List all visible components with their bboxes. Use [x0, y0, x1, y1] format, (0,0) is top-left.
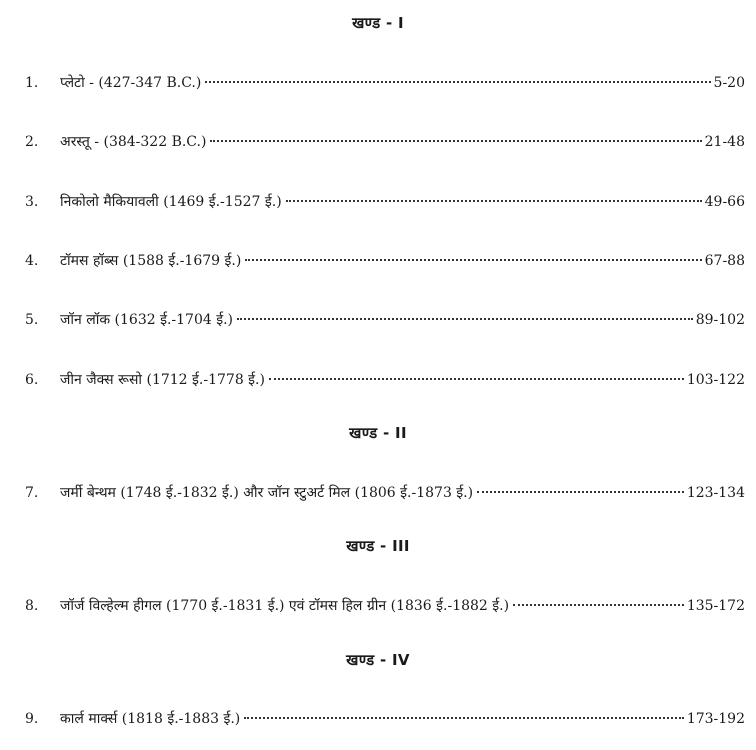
entry-pages: 67-88	[704, 253, 745, 269]
toc-entry	[25, 595, 745, 617]
dot-leader	[237, 316, 693, 320]
entry-number: 3.	[25, 194, 39, 210]
entry-number: 7.	[25, 485, 39, 501]
entry-number: 4.	[25, 253, 39, 269]
entry-number: 1.	[25, 75, 39, 91]
entry-pages: 5-20	[713, 75, 745, 91]
entry-title: अरस्तू - (384-322 B.C.)	[60, 134, 207, 150]
dot-leader	[513, 602, 684, 606]
toc-entry	[25, 250, 745, 272]
entry-number: 8.	[25, 598, 39, 614]
entry-number: 2.	[25, 134, 39, 150]
toc-entry	[25, 482, 745, 504]
section-heading-4: खण्ड - IV	[346, 651, 410, 669]
entry-pages: 49-66	[704, 194, 745, 210]
toc-entry	[25, 369, 745, 391]
entry-pages: 89-102	[695, 312, 745, 328]
entry-pages: 21-48	[704, 134, 745, 150]
section-heading-1: खण्ड - I	[352, 14, 404, 32]
dot-leader	[477, 489, 684, 493]
entry-number: 9.	[25, 711, 39, 727]
entry-number: 6.	[25, 372, 39, 388]
entry-title: जॉर्ज विल्हेल्म हीगल (1770 ई.-1831 ई.) एवं टॉमस हिल ग्रीन (1836 ई.-1882 ई.)	[60, 598, 510, 614]
toc-entry	[25, 191, 745, 213]
dot-leader	[286, 198, 702, 202]
entry-pages: 173-192	[686, 711, 745, 727]
toc-entry	[25, 131, 745, 153]
entry-title: जर्मी बेन्थम (1748 ई.-1832 ई.) और जॉन स्टुअर्ट मिल (1806 ई.-1873 ई.)	[60, 485, 474, 501]
entry-title: निकोलो मैकियावली (1469 ई.-1527 ई.)	[60, 194, 282, 210]
entry-pages: 103-122	[686, 372, 745, 388]
section-heading-3: खण्ड - III	[346, 537, 410, 555]
toc-entry	[25, 72, 745, 94]
entry-title: कार्ल मार्क्स (1818 ई.-1883 ई.)	[60, 711, 241, 727]
entry-title: प्लेटो - (427-347 B.C.)	[60, 75, 202, 91]
section-heading-2: खण्ड - II	[349, 424, 407, 442]
dot-leader	[205, 79, 710, 83]
dot-leader	[245, 257, 701, 261]
dot-leader	[244, 715, 684, 719]
entry-number: 5.	[25, 312, 39, 328]
toc-entry	[25, 309, 745, 331]
entry-title: टॉमस हॉब्स (1588 ई.-1679 ई.)	[60, 253, 242, 269]
entry-title: जॉन लॉक (1632 ई.-1704 ई.)	[60, 312, 234, 328]
toc-entry	[25, 708, 745, 730]
dot-leader	[210, 138, 701, 142]
dot-leader	[269, 376, 684, 380]
entry-pages: 123-134	[686, 485, 745, 501]
entry-pages: 135-172	[686, 598, 745, 614]
entry-title: जीन जैक्स रूसो (1712 ई.-1778 ई.)	[60, 372, 265, 388]
